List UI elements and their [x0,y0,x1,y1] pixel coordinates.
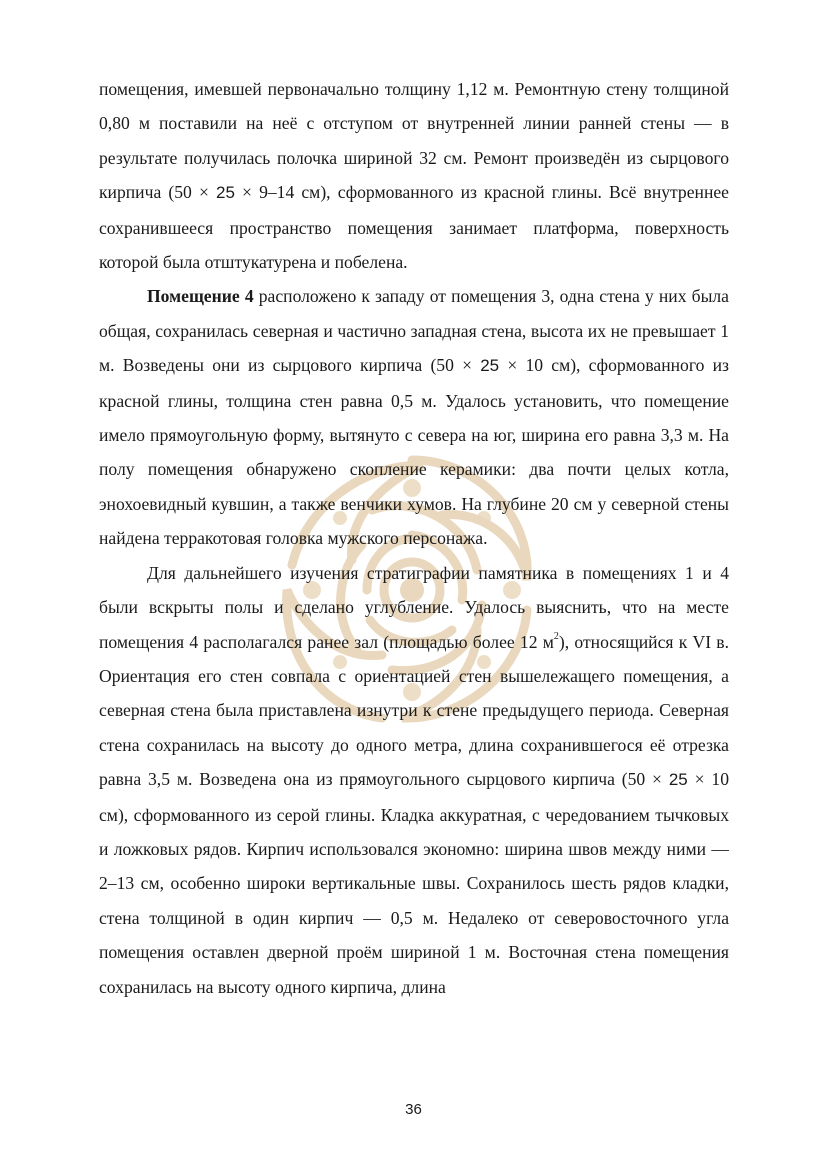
paragraph-2 [99,279,729,555]
paragraph-2-text-a: расположено к западу от помещения 3, одна стена у них была общая, сохранилась северная и частично западная стена, высота их не превышает 1 м. Возведены они из сырцового кирпича (50 × [99,286,729,376]
paragraph-1-tail: × 9–14 см), сформованного из красной глины. Всё внутреннее сохранившееся пространство помещения занимает платформа, поверхность которой была отштукатурена и побелена. [99,182,729,273]
document-body [99,72,729,1004]
superscript: 2 [553,630,559,642]
brick-dimension: 25 [480,356,500,376]
paragraph-1-text: помещения, имевшей первоначально толщину 1,12 м. Ремонтную стену толщиной 0,80 м поставили на неё с отступом от внутренней линии ранней стены — в результате получилась полочка шириной 32 см. Ремонт произведён из сырцового кирпича (50 × [99,79,729,203]
page-number: 36 [405,1101,422,1118]
paragraph-3-text-c: × 10 см), сформованного из серой глины. Кладка аккуратная, с чередованием тычковых и ложковых рядов. Кирпич использовался экономно: ширина швов между ними — 2–13 см, особенно широки вертикальные швы. Сохранилось шесть рядов кладки, стена толщиной в один кирпич — 0,5 м. Недалеко от северовосточного угла помещения оставлен дверной проём шириной 1 м. Восточная стена помещения сохранилась на высоту одного кирпича, длина [99,769,729,997]
room-heading: Помещение 4 [147,286,254,307]
brick-dimension: 25 [668,770,688,790]
brick-dimension: 25 [215,183,235,203]
paragraph-3-text-a: Для дальнейшего изучения стратиграфии памятника в помещениях 1 и 4 были вскрыты полы и сделано углубление. Удалось выяснить, что на месте помещения 4 располагался ранее зал (площадью более 12 м [99,562,729,652]
paragraph-3-text-b: ), относящийся к VI в. Ориентация его стен совпала с ориентацией стен вышележащего помещения, а северная стена была приставлена изнутри к стене предыдущего периода. Северная стена сохранилась на высоту до одного метра, длина сохранившегося её отрезка равна 3,5 м. Возведена она из прямоугольного сырцового кирпича (50 × [99,631,729,790]
paragraph-3 [99,556,729,1004]
paragraph-1 [99,72,729,279]
paragraph-2-text-b: × 10 см), сформованного из красной глины, толщина стен равна 0,5 м. Удалось установить, что помещение имело прямоугольную форму, вытянуто с севера на юг, ширина его равна 3,3 м. На полу помещения обнаружено скопление керамики: два почти целых котла, энохоевидный кувшин, а также венчики хумов. На глубине 20 см у северной стены найдена терракотовая головка мужского персонажа. [99,355,729,549]
